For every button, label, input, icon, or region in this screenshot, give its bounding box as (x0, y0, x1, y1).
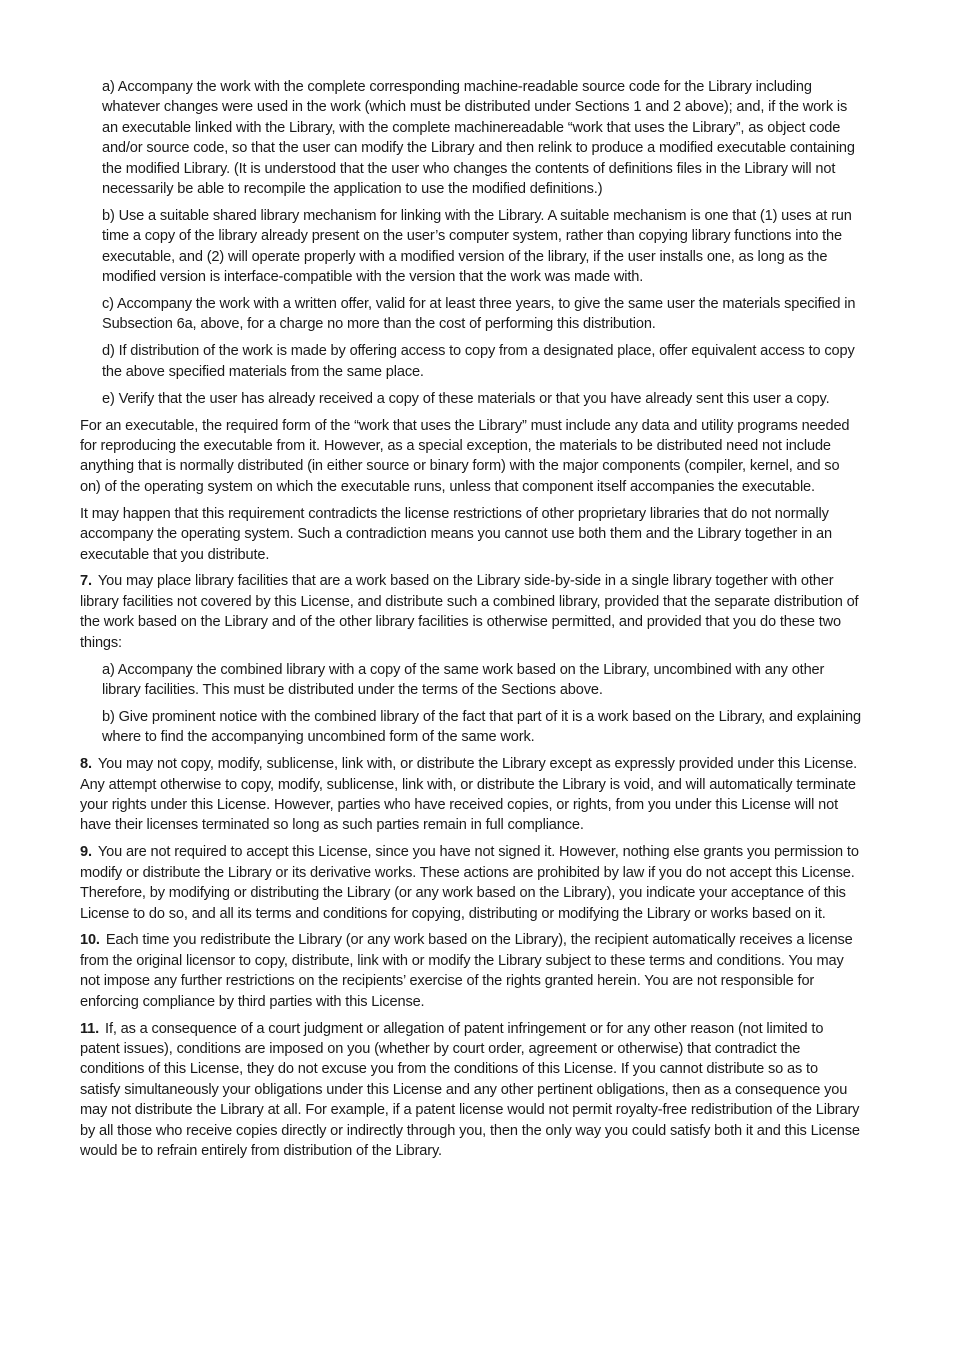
clause-6c (102, 294, 862, 335)
paragraph-text: b) Give prominent notice with the combined library of the fact that part of it is a work based on the Library, and explaining where to find the accompanying uncombined form of the same work. (102, 708, 861, 746)
clause-6a (102, 77, 862, 199)
paragraph-text: It may happen that this requirement contradicts the license restrictions of other proprietary libraries that do not normally accompany the operating system. Such a contradiction means you cannot use both them and the Library together in an executable that you distribute. (80, 505, 832, 563)
paragraph-text: b) Use a suitable shared library mechanism for linking with the Library. A suitable mechanism is one that (1) uses at run time a copy of the library already present on the user’s computer system, rather than copying library functions into the executable, and (2) will operate properly with a modified version of the library, if the user installs one, as long as the modified version is interface-compatible with the version that the work was made with. (102, 207, 852, 286)
section-number: 9. (80, 844, 92, 861)
section-number: 11. (80, 1020, 100, 1037)
section-7 (80, 571, 862, 653)
document-page (80, 77, 862, 1168)
section-9 (80, 842, 862, 924)
clause-6e (102, 389, 862, 409)
clause-6b (102, 206, 862, 288)
paragraph-text: For an executable, the required form of the “work that uses the Library” must include any data and utility programs needed for reproducing the executable from it. However, as a special exception, the materials to be distributed need not include anything that is normally distributed (in either source or binary form) with the major components (compiler, kernel, and so on) of the operating system on which the executable runs, unless that component itself accompanies the executable. (80, 417, 850, 495)
section-11 (80, 1019, 862, 1162)
paragraph-text: If, as a consequence of a court judgment or allegation of patent infringement or for any other reason (not limited to patent issues), conditions are imposed on you (whether by court order, agreement or otherwise) that contradict the conditions of this License, they do not excuse you from the conditions of this License. If you cannot distribute so as to satisfy simultaneously your obligations under this License and any other pertinent obligations, then as a consequence you may not distribute the Library at all. For example, if a patent license would not permit royalty-free redistribution of the Library by all those who receive copies directly or indirectly through you, then the only way you could satisfy both it and this License would be to refrain entirely from distribution of the Library. (80, 1020, 860, 1159)
clause-6d (102, 341, 862, 382)
paragraph-text: Each time you redistribute the Library (or any work based on the Library), the recipient automatically receives a license from the original licensor to copy, distribute, link with or modify the Library subject to these terms and conditions. You may not impose any further restrictions on the recipients’ exercise of the rights granted herein. You are not responsible for enforcing compliance by third parties with this License. (80, 932, 853, 1010)
paragraph-text: a) Accompany the work with the complete corresponding machine-readable source code for the Library including whatever changes were used in the work (which must be distributed under Sections 1 and 2 above); and, if the work is an executable linked with the Library, with the complete machinereadable “work that uses the Library”, as object code and/or source code, so that the user can modify the Library and then relink to produce a modified executable containing the modified Library. (It is understood that the user who changes the contents of definitions files in the Library will not necessarily be able to recompile the application to use the modified definitions.) (102, 79, 855, 198)
paragraph-text: You are not required to accept this License, since you have not signed it. However, nothing else grants you permission to modify or distribute the Library or its derivative works. These actions are prohibited by law if you do not accept this License. Therefore, by modifying or distributing the Library (or any work based on the Library), you indicate your acceptance of this License to do so, and all its terms and conditions for copying, distributing or modifying the Library or works based on it. (80, 844, 859, 922)
executable-form-paragraph (80, 416, 862, 498)
paragraph-text: c) Accompany the work with a written offer, valid for at least three years, to give the same user the materials specified in Subsection 6a, above, for a charge no more than the cost of performing this distribution. (102, 296, 856, 333)
paragraph-text: e) Verify that the user has already received a copy of these materials or that you have already sent this user a copy. (102, 390, 830, 407)
paragraph-text: You may place library facilities that are a work based on the Library side-by-side in a single library together with other library facilities not covered by this License, and distribute such a combined library, provided that the separate distribution of the work based on the Library and of the other library facilities is otherwise permitted, and provided that you do these two things: (80, 573, 859, 651)
section-number: 7. (80, 573, 92, 590)
section-number: 8. (80, 756, 92, 773)
paragraph-text: a) Accompany the combined library with a copy of the same work based on the Library, uncombined with any other library facilities. This must be distributed under the terms of the Sections above. (102, 661, 825, 698)
paragraph-text: d) If distribution of the work is made by offering access to copy from a designated place, offer equivalent access to copy the above specified materials from the same place. (102, 343, 855, 380)
clause-7b (102, 707, 862, 748)
paragraph-text: You may not copy, modify, sublicense, link with, or distribute the Library except as expressly provided under this License. Any attempt otherwise to copy, modify, sublicense, link with, or distribute the Library is void, and will automatically terminate your rights under this License. However, parties who have received copies, or rights, from you under this License will not have their licenses terminated so long as such parties remain in full compliance. (80, 756, 858, 834)
section-number: 10. (80, 932, 100, 949)
clause-7a (102, 660, 862, 701)
section-8 (80, 754, 862, 836)
section-10 (80, 930, 862, 1012)
contradiction-paragraph (80, 504, 862, 565)
